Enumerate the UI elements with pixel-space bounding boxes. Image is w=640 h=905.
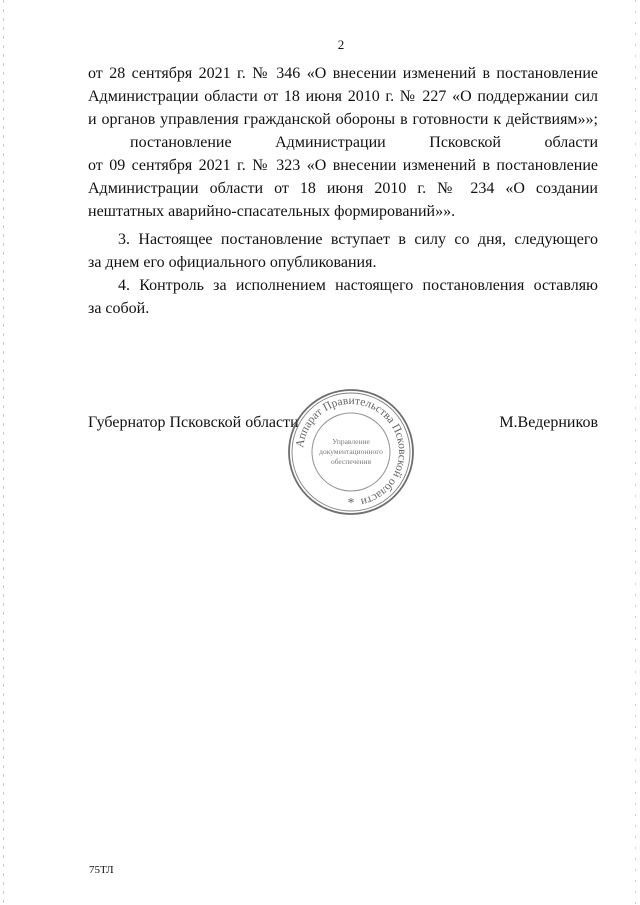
body-line xyxy=(130,131,598,154)
body-line: Администрации области от 18 июня 2010 г. № 234 «О создании xyxy=(88,180,598,197)
document-code: 75ТЛ xyxy=(89,864,114,876)
scan-edge-right xyxy=(635,0,636,905)
page-number: 2 xyxy=(337,37,345,52)
body-line: от 09 сентября 2021 г. № 323 «О внесении изменений в постановление xyxy=(88,157,598,174)
body-word: Псковской xyxy=(429,134,501,151)
body-word: постановление xyxy=(130,134,232,151)
paragraph-4-line: за собой. xyxy=(88,300,150,317)
stamp-inner-line: документационного xyxy=(319,447,383,456)
signatory-title: Губернатор Псковской области xyxy=(88,414,299,431)
body-line: и органов управления гражданской обороны в готовности к действиям»»; xyxy=(88,111,598,128)
stamp-inner-line: Управление xyxy=(332,437,370,446)
stamp-inner-line: обеспечения xyxy=(330,457,372,466)
body-line: Администрации области от 18 июня 2010 г. № 227 «О поддержании сил xyxy=(88,88,598,105)
signatory-name: М.Ведерников xyxy=(499,414,598,431)
body-line: нештатных аварийно-спасательных формирований»». xyxy=(88,203,456,220)
stamp-star-icon: * xyxy=(347,496,355,511)
paragraph-3-line: за днем его официального опубликования. xyxy=(88,254,377,271)
stamp-outer-text: Аппарат Правительства Псковской области xyxy=(294,394,409,508)
body-word: Администрации xyxy=(275,134,386,151)
body-line: от 28 сентября 2021 г. № 346 «О внесении изменений в постановление xyxy=(88,65,598,82)
body-word: области xyxy=(544,134,598,151)
paragraph-4-line: 4. Контроль за исполнением настоящего постановления оставляю xyxy=(118,277,598,294)
official-seal-stamp xyxy=(285,386,417,518)
paragraph-3-line: 3. Настоящее постановление вступает в силу со дня, следующего xyxy=(118,231,598,248)
scan-edge-left xyxy=(3,0,4,905)
